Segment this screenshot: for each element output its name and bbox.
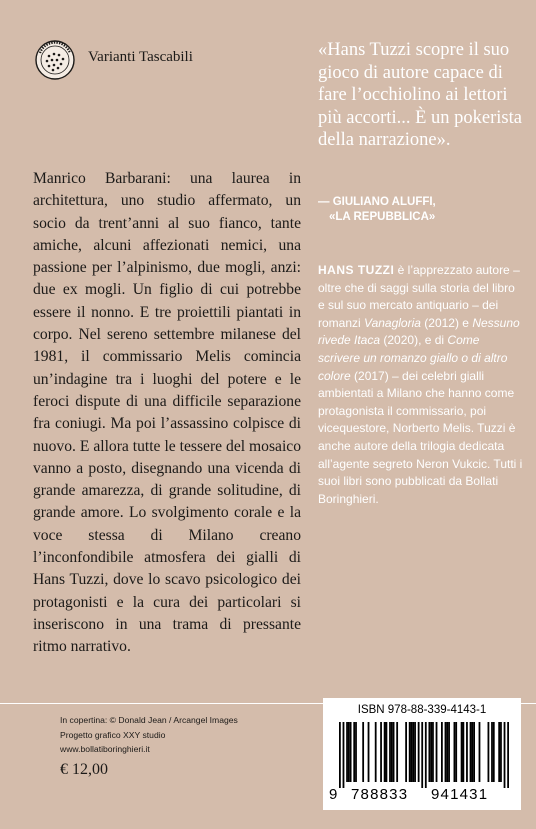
barcode-bar — [421, 722, 423, 788]
barcode-bar — [405, 722, 407, 782]
barcode-bar — [350, 722, 352, 782]
barcode-bar — [507, 722, 509, 788]
barcode-bar — [343, 722, 345, 788]
quote-author-name: — GIULIANO ALUFFI, — [318, 196, 436, 208]
cover-credits — [60, 713, 300, 757]
barcode-first-digit: 9 — [329, 786, 339, 803]
barcode-bar — [396, 722, 398, 782]
design-credit: Progetto grafico XXY studio — [60, 729, 166, 740]
barcode-bar — [470, 722, 472, 782]
barcode-bar — [500, 722, 502, 782]
barcode-bar — [455, 722, 457, 782]
publisher-website: www.bollatiboringhieri.it — [60, 744, 150, 755]
bio-text-3: (2020), e di — [380, 333, 448, 348]
barcode-bar — [504, 722, 506, 788]
book-price: € 12,00 — [60, 761, 108, 778]
barcode-bar — [389, 722, 391, 782]
barcode-bar — [432, 722, 434, 782]
barcode-bar — [430, 722, 432, 782]
barcode-bar — [386, 722, 388, 782]
barcode-bar — [355, 722, 357, 782]
barcode-bar — [412, 722, 414, 782]
bio-book-title-1: Vanagloria — [364, 315, 421, 330]
barcode-icon — [339, 722, 509, 788]
barcode-right-digits: 941431 — [431, 786, 489, 803]
barcode-bar — [445, 722, 447, 782]
book-synopsis: Manrico Barbarani: una laurea in architettura, uno studio affermato, un socio da trent’anni al suo fianco, tante amiche, alcuni affezionati nemici, una passione per l’alpinismo, due mogli, anzi: due ex mogli. Un figlio di cui potrebbe essere il nonno. E tre proiettili piantati in corpo. Nel sereno settembre milanese del 1981, il commissario Melis comincia un’indagine tra i luoghi del potere e le feroci dispute di una difficile separazione fra coniugi. Ma poi l’assassino colpisce di nuovo. E allora tutte le tessere del mosaico vanno a posto, disegnando una vicenda di grande amarezza, di grande solitudine, di grande amore. Lo svolgimento corale e la voce stessa di Milano creano l’inconfondibile atmosfera dei gialli di Hans Tuzzi, dove lo scavo psicologico dei protagonisti e la cura dei particolari si inseriscono in una trama di pressante ritmo narrativo. — [33, 170, 301, 656]
barcode-bar — [473, 722, 475, 782]
barcode-left-digits: 788833 — [351, 786, 409, 803]
bio-text-2: (2012) e — [420, 315, 473, 330]
barcode-bar — [454, 722, 456, 782]
barcode-bar — [448, 722, 450, 782]
review-quote: «Hans Tuzzi scopre il suo gioco di autore capace di fare l’occhiolino ai lettori più accorti... È un pokerista della narrazione». — [318, 40, 522, 150]
barcode-bar — [380, 722, 382, 782]
barcode-bar — [339, 722, 341, 788]
barcode-bar — [414, 722, 416, 782]
barcode-bar — [471, 722, 473, 782]
barcode-bar — [346, 722, 348, 782]
barcode-bar — [461, 722, 463, 782]
barcode-bar — [446, 722, 448, 782]
bio-book-title-3: Come scrivere un romanzo giallo o di altro colore — [318, 333, 508, 383]
barcode-bar — [462, 722, 464, 782]
author-bio — [318, 262, 523, 508]
barcode-bar — [368, 722, 370, 782]
quote-attribution — [318, 195, 523, 225]
barcode-bar — [393, 722, 395, 782]
barcode-bar — [353, 722, 355, 782]
barcode-bar — [493, 722, 495, 782]
barcode-bar — [409, 722, 411, 782]
series-name: Varianti Tascabili — [88, 49, 193, 65]
barcode-bar — [375, 722, 377, 782]
barcode-bar — [491, 722, 493, 782]
barcode-bar — [479, 722, 481, 782]
quote-source: «LA REPUBBLICA» — [329, 211, 436, 223]
barcode-bar — [441, 722, 443, 782]
author-name: HANS TUZZI — [318, 263, 395, 277]
isbn-barcode-box — [323, 698, 521, 810]
barcode-bar — [391, 722, 393, 782]
barcode-bar — [348, 722, 350, 782]
barcode-bar — [428, 722, 430, 782]
isbn-label: ISBN 978-88-339-4143-1 — [357, 704, 487, 716]
barcode-bar — [436, 722, 438, 782]
publisher-seal-icon — [34, 39, 76, 81]
bio-text-1: è l’apprezzato autore – oltre che di saggi sulla storia del libro e sul suo mercato antiquario – dei romanzi — [318, 263, 520, 330]
barcode-bar — [425, 722, 427, 788]
cover-credit: In copertina: © Donald Jean / Arcangel Images — [60, 715, 238, 725]
barcode-bar — [384, 722, 386, 782]
bio-book-title-2: Nessuno rivede Itaca — [318, 315, 520, 348]
bio-text-4: (2017) – dei celebri gialli ambientati a Milano che hanno come protagonista il commissario, poi vicequestore, Norberto Melis. Tuzzi è anche autore della trilogia dedicata all’agente segreto Neron Vukcic. Tutti i suoi libri sono pubblicati da Bollati Boringhieri. — [318, 368, 523, 506]
barcode-bar — [498, 722, 500, 782]
barcode-bar — [411, 722, 413, 782]
barcode-bar — [362, 722, 364, 782]
barcode-bar — [488, 722, 490, 782]
barcode-bar — [418, 722, 420, 782]
barcode-bar — [466, 722, 468, 782]
